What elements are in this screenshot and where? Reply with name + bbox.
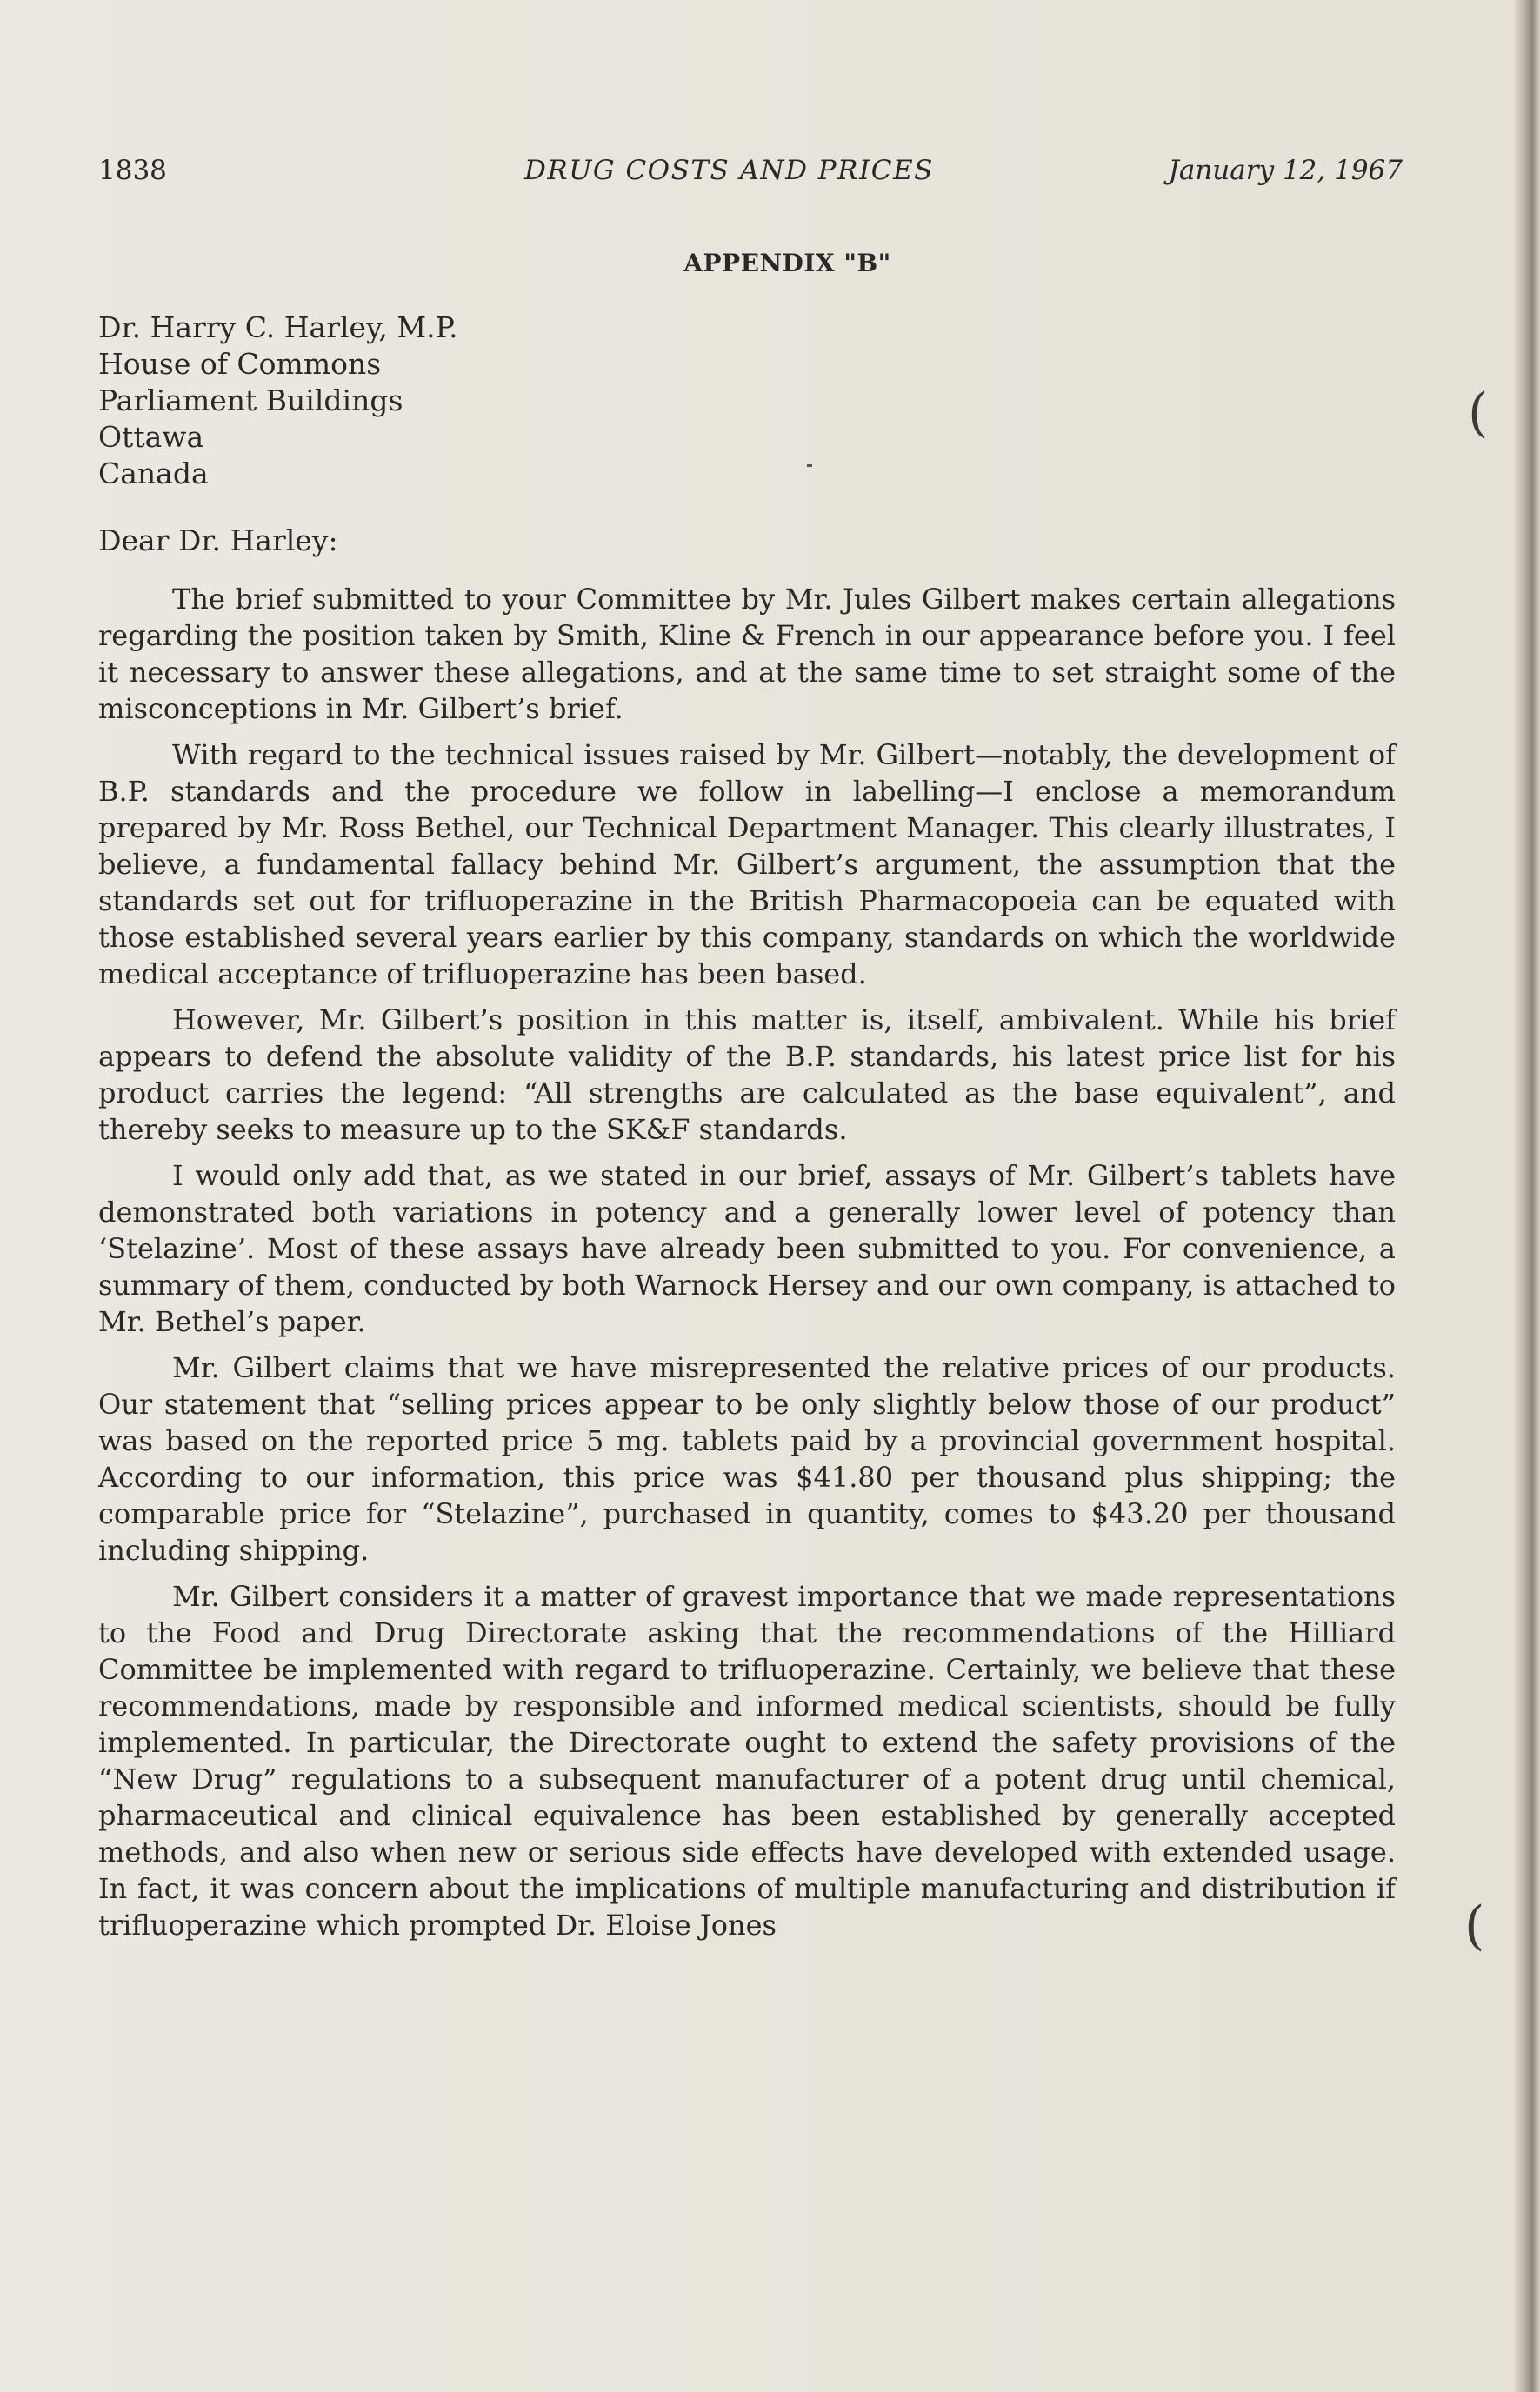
running-header bbox=[98, 155, 1403, 190]
binding-hole-mark-bottom: ( bbox=[1464, 1896, 1485, 1956]
binding-hole-mark-top: ( bbox=[1468, 383, 1489, 443]
publication-title: DRUG COSTS AND PRICES bbox=[524, 155, 934, 186]
address-line-house: House of Commons bbox=[98, 347, 382, 381]
recipient-address bbox=[98, 310, 458, 492]
letter-body bbox=[98, 581, 1396, 1953]
appendix-heading bbox=[0, 249, 1540, 277]
address-line-building: Parliament Buildings bbox=[98, 383, 403, 417]
page-number: 1838 bbox=[98, 155, 167, 186]
book-spine-edge bbox=[1514, 0, 1540, 2392]
address-line-country: Canada bbox=[98, 456, 209, 490]
paragraph-2: With regard to the technical issues raised by Mr. Gilbert—notably, the development of B.P. standards and the procedure we follow in labelling—I enclose a memorandum prepared by Mr. Ross Bethel, our Technical Department Manager. This clearly illustrates, I believe, a fundamental fallacy behind Mr. Gilbert’s argument, the assumption that the standards set out for trifluoperazine in the British Pharmacopoeia can be equated with those established several years earlier by this company, standards on which the worldwide medical acceptance of trifluoperazine has been based. bbox=[98, 738, 1396, 990]
paragraph-5: Mr. Gilbert claims that we have misrepresented the relative prices of our products. Our statement that “selling prices appear to be only slightly below those of our product” was based on the reported price 5 mg. tablets paid by a provincial government hospital. According to our information, this price was $41.80 per thousand plus shipping; the comparable price for “Stelazine”, purchased in quantity, comes to $43.20 per thousand including shipping. bbox=[98, 1351, 1396, 1567]
paragraph-4: I would only add that, as we stated in our brief, assays of Mr. Gilbert’s tablets have demonstrated both variations in potency and a generally lower level of potency than ‘Stelazine’. Most of these assays have already been submitted to you. For convenience, a summary of them, conducted by both Warnock Hersey and our own company, is attached to Mr. Bethel’s paper. bbox=[98, 1159, 1396, 1338]
paragraph-3: However, Mr. Gilbert’s position in this matter is, itself, ambivalent. While his brief appears to defend the absolute validity of the B.P. standards, his latest price list for his product carries the legend: “All strengths are calculated as the base equivalent”, and thereby seeks to measure up to the SK&F standards. bbox=[98, 1003, 1396, 1146]
stray-mark bbox=[807, 464, 812, 467]
paragraph-1: The brief submitted to your Committee by Mr. Jules Gilbert makes certain allegations regarding the position taken by Smith, Kline & French in our appearance before you. I feel it necessary to answer these allegations, and at the same time to set straight some of the misconceptions in Mr. Gilbert’s brief. bbox=[98, 583, 1396, 725]
address-line-city: Ottawa bbox=[98, 420, 204, 454]
salutation: Dear Dr. Harley: bbox=[98, 523, 338, 557]
paragraph-6: Mr. Gilbert considers it a matter of gravest importance that we made representations to the Food and Drug Directorate asking that the recommendations of the Hilliard Committee be implemented with regard to trifluoperazine. Certainly, we believe that these recommendations, made by responsible and informed medical scientists, should be fully implemented. In particular, the Directorate ought to extend the safety provisions of the “New Drug” regulations to a subsequent manufacturer of a potent drug until chemical, pharmaceutical and clinical equivalence has been established by generally accepted methods, and also when new or serious side effects have developed with extended usage. In fact, it was concern about the implications of multiple manufacturing and distribution if trifluoperazine which prompted Dr. Eloise Jones bbox=[98, 1580, 1396, 1942]
address-line-name: Dr. Harry C. Harley, M.P. bbox=[98, 310, 458, 344]
appendix-title: APPENDIX "B" bbox=[683, 249, 891, 277]
publication-date: January 12, 1967 bbox=[1168, 155, 1403, 186]
